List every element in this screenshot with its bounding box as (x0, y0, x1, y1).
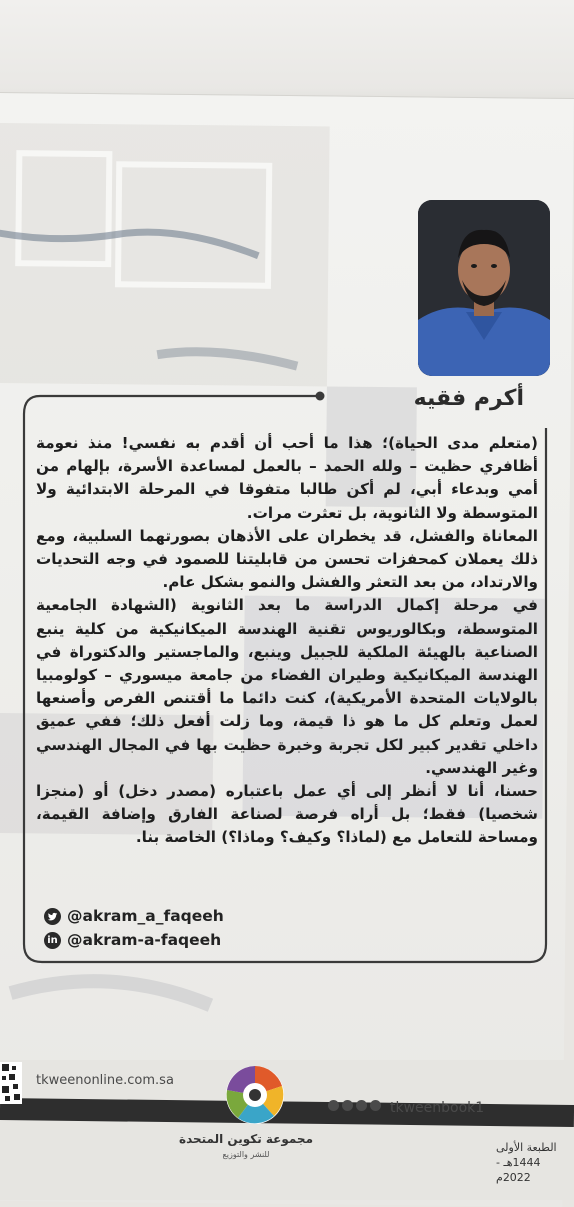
instagram-icon (356, 1100, 367, 1111)
bio-text (36, 432, 538, 850)
bio-paragraph: المعاناة والفشل، قد يخطران على الأذهان بصورتهما السلبية، ومع ذلك يعملان كمحفزات تحسن من قابليتنا للصمود في وجه التحديات والارتداد، من بعد التعثر والفشل والنمو بشكل عام. (36, 526, 538, 592)
snapchat-icon (370, 1100, 381, 1111)
bio-paragraph: في مرحلة إكمال الدراسة ما بعد الثانوية (الشهادة الجامعية المتوسطة، وبكالوريوس تقنية الهندسة الميكانيكية من كلية ينبع الصناعية بالهيئة الملكية للجبيل وينبع، والماجستير والدكتوراة في الهندسة الميكانيكية وطيران الفضاء من جامعة ميسوري – كولومبيا بالولايات المتحدة الأمريكية)، كنت دائما ما أقتنص الفرص وأصنعها لعمل وتعلم كل ما هو ذا قيمة، وما زلت أفعل ذلك؛ ففي عميق داخلي تقدير كبير لكل تجربة وخبرة حظيت بها في المجال الهندسي وغير الهندسي. (36, 596, 538, 777)
linkedin-icon: in (44, 932, 61, 949)
publisher-subtitle: للنشر والتوزيع (222, 1150, 270, 1159)
twitter-icon (328, 1100, 339, 1111)
twitter-link[interactable] (44, 904, 344, 928)
bio-paragraph: (متعلم مدى الحياة)؛ هذا ما أحب أن أقدم به نفسي! منذ نعومة أظافري حظيت – ولله الحمد – بالعمل لمساعدة الأسرة، بإلهام من أمي وبدعاء أبي، لم أكن طالبا متفوقا في المرحلة الابتدائية ولا المتوسطة ولا الثانوية، بل تعثرت مرات. (36, 434, 538, 522)
social-links (44, 904, 344, 952)
publisher-name: مجموعة تكوين المتحدة (178, 1132, 313, 1146)
linkedin-handle: @akram-a-faqeeh (67, 931, 222, 949)
edition-label: الطبعة الأولى (496, 1141, 557, 1154)
twitter-handle: @akram_a_faqeeh (67, 907, 224, 925)
facebook-icon (342, 1100, 353, 1111)
linkedin-link[interactable] (44, 928, 344, 952)
publisher-logo-icon (224, 1064, 286, 1126)
twitter-icon (44, 908, 61, 925)
book-handle: tkweenbook1 (390, 1100, 485, 1116)
footer-social-icons (328, 1100, 381, 1111)
author-photo (418, 200, 550, 376)
qr-code-icon (0, 1062, 22, 1104)
bio-paragraph: حسنا، أنا لا أنظر إلى أي عمل باعتباره (مصدر دخل) أو (منجزا شخصيا) فقط؛ بل أراه فرصة لصناعة الفارق وإضافة القيمة، ومساحة للتعامل مع (لماذا؟ وكيف؟ وماذا؟) الخاصة بنا. (36, 782, 538, 847)
edition-info (496, 1140, 574, 1185)
edition-year: 1444هـ - 2022م (496, 1156, 541, 1184)
author-name: أكرم فقيه (413, 386, 524, 411)
website-url: tkweenonline.com.sa (36, 1073, 174, 1088)
